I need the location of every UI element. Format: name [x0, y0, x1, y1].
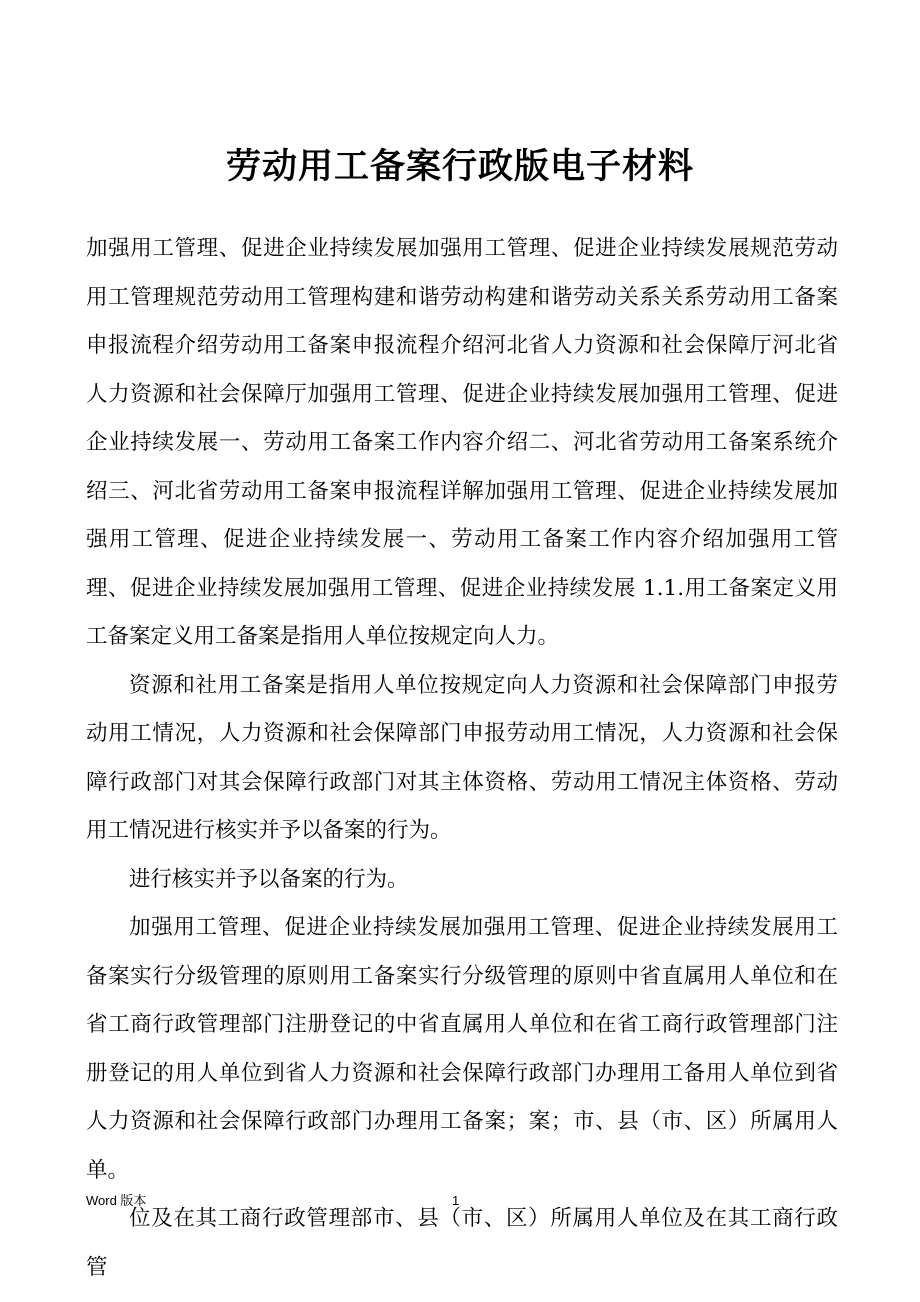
document-title: 劳动用工备案行政版电子材料: [225, 146, 694, 187]
document-body: [86, 225, 838, 1292]
paragraph-3: 进行核实并予以备案的行为。: [129, 866, 409, 892]
paragraph-2: 资源和社用工备案是指用人单位按规定向人力资源和社会保障部门申报劳动用工情况，人力资源和社会保障部门申报劳动用工情况，人力资源和社会保障行政部门对其会保障行政部门对其主体资格、劳动用工情况主体资格、劳动用工情况进行核实并予以备案的行为。: [86, 672, 838, 843]
footer-version-label: Word 版本: [86, 1193, 147, 1208]
paragraph-1: 加强用工管理、促进企业持续发展加强用工管理、促进企业持续发展规范劳动用工管理规范劳动用工管理构建和谐劳动构建和谐劳动关系关系劳动用工备案申报流程介绍劳动用工备案申报流程介绍河北省人力资源和社会保障厅河北省人力资源和社会保障厅加强用工管理、促进企业持续发展加强用工管理、促进企业持续发展一、劳动用工备案工作内容介绍二、河北省劳动用工备案系统介绍三、河北省劳动用工备案申报流程详解加强用工管理、促进企业持续发展加强用工管理、促进企业持续发展一、劳动用工备案工作内容介绍加强用工管理、促进企业持续发展加强用工管理、促进企业持续发展 1.1.用工备案定义用工备案定义用工备案是指用人单位按规定向人力。: [86, 236, 838, 649]
footer-page-number: 1: [452, 1193, 460, 1208]
paragraph-5: 位及在其工商行政管理部市、县（市、区）所属用人单位及在其工商行政管: [86, 1206, 838, 1280]
paragraph-4: 加强用工管理、促进企业持续发展加强用工管理、促进企业持续发展用工备案实行分级管理的原则用工备案实行分级管理的原则中省直属用人单位和在省工商行政管理部门注册登记的中省直属用人单位和在省工商行政管理部门注册登记的用人单位到省人力资源和社会保障行政部门办理用工备用人单位到省人力资源和社会保障行政部门办理用工备案；案；市、县（市、区）所属用人单。: [86, 915, 838, 1183]
